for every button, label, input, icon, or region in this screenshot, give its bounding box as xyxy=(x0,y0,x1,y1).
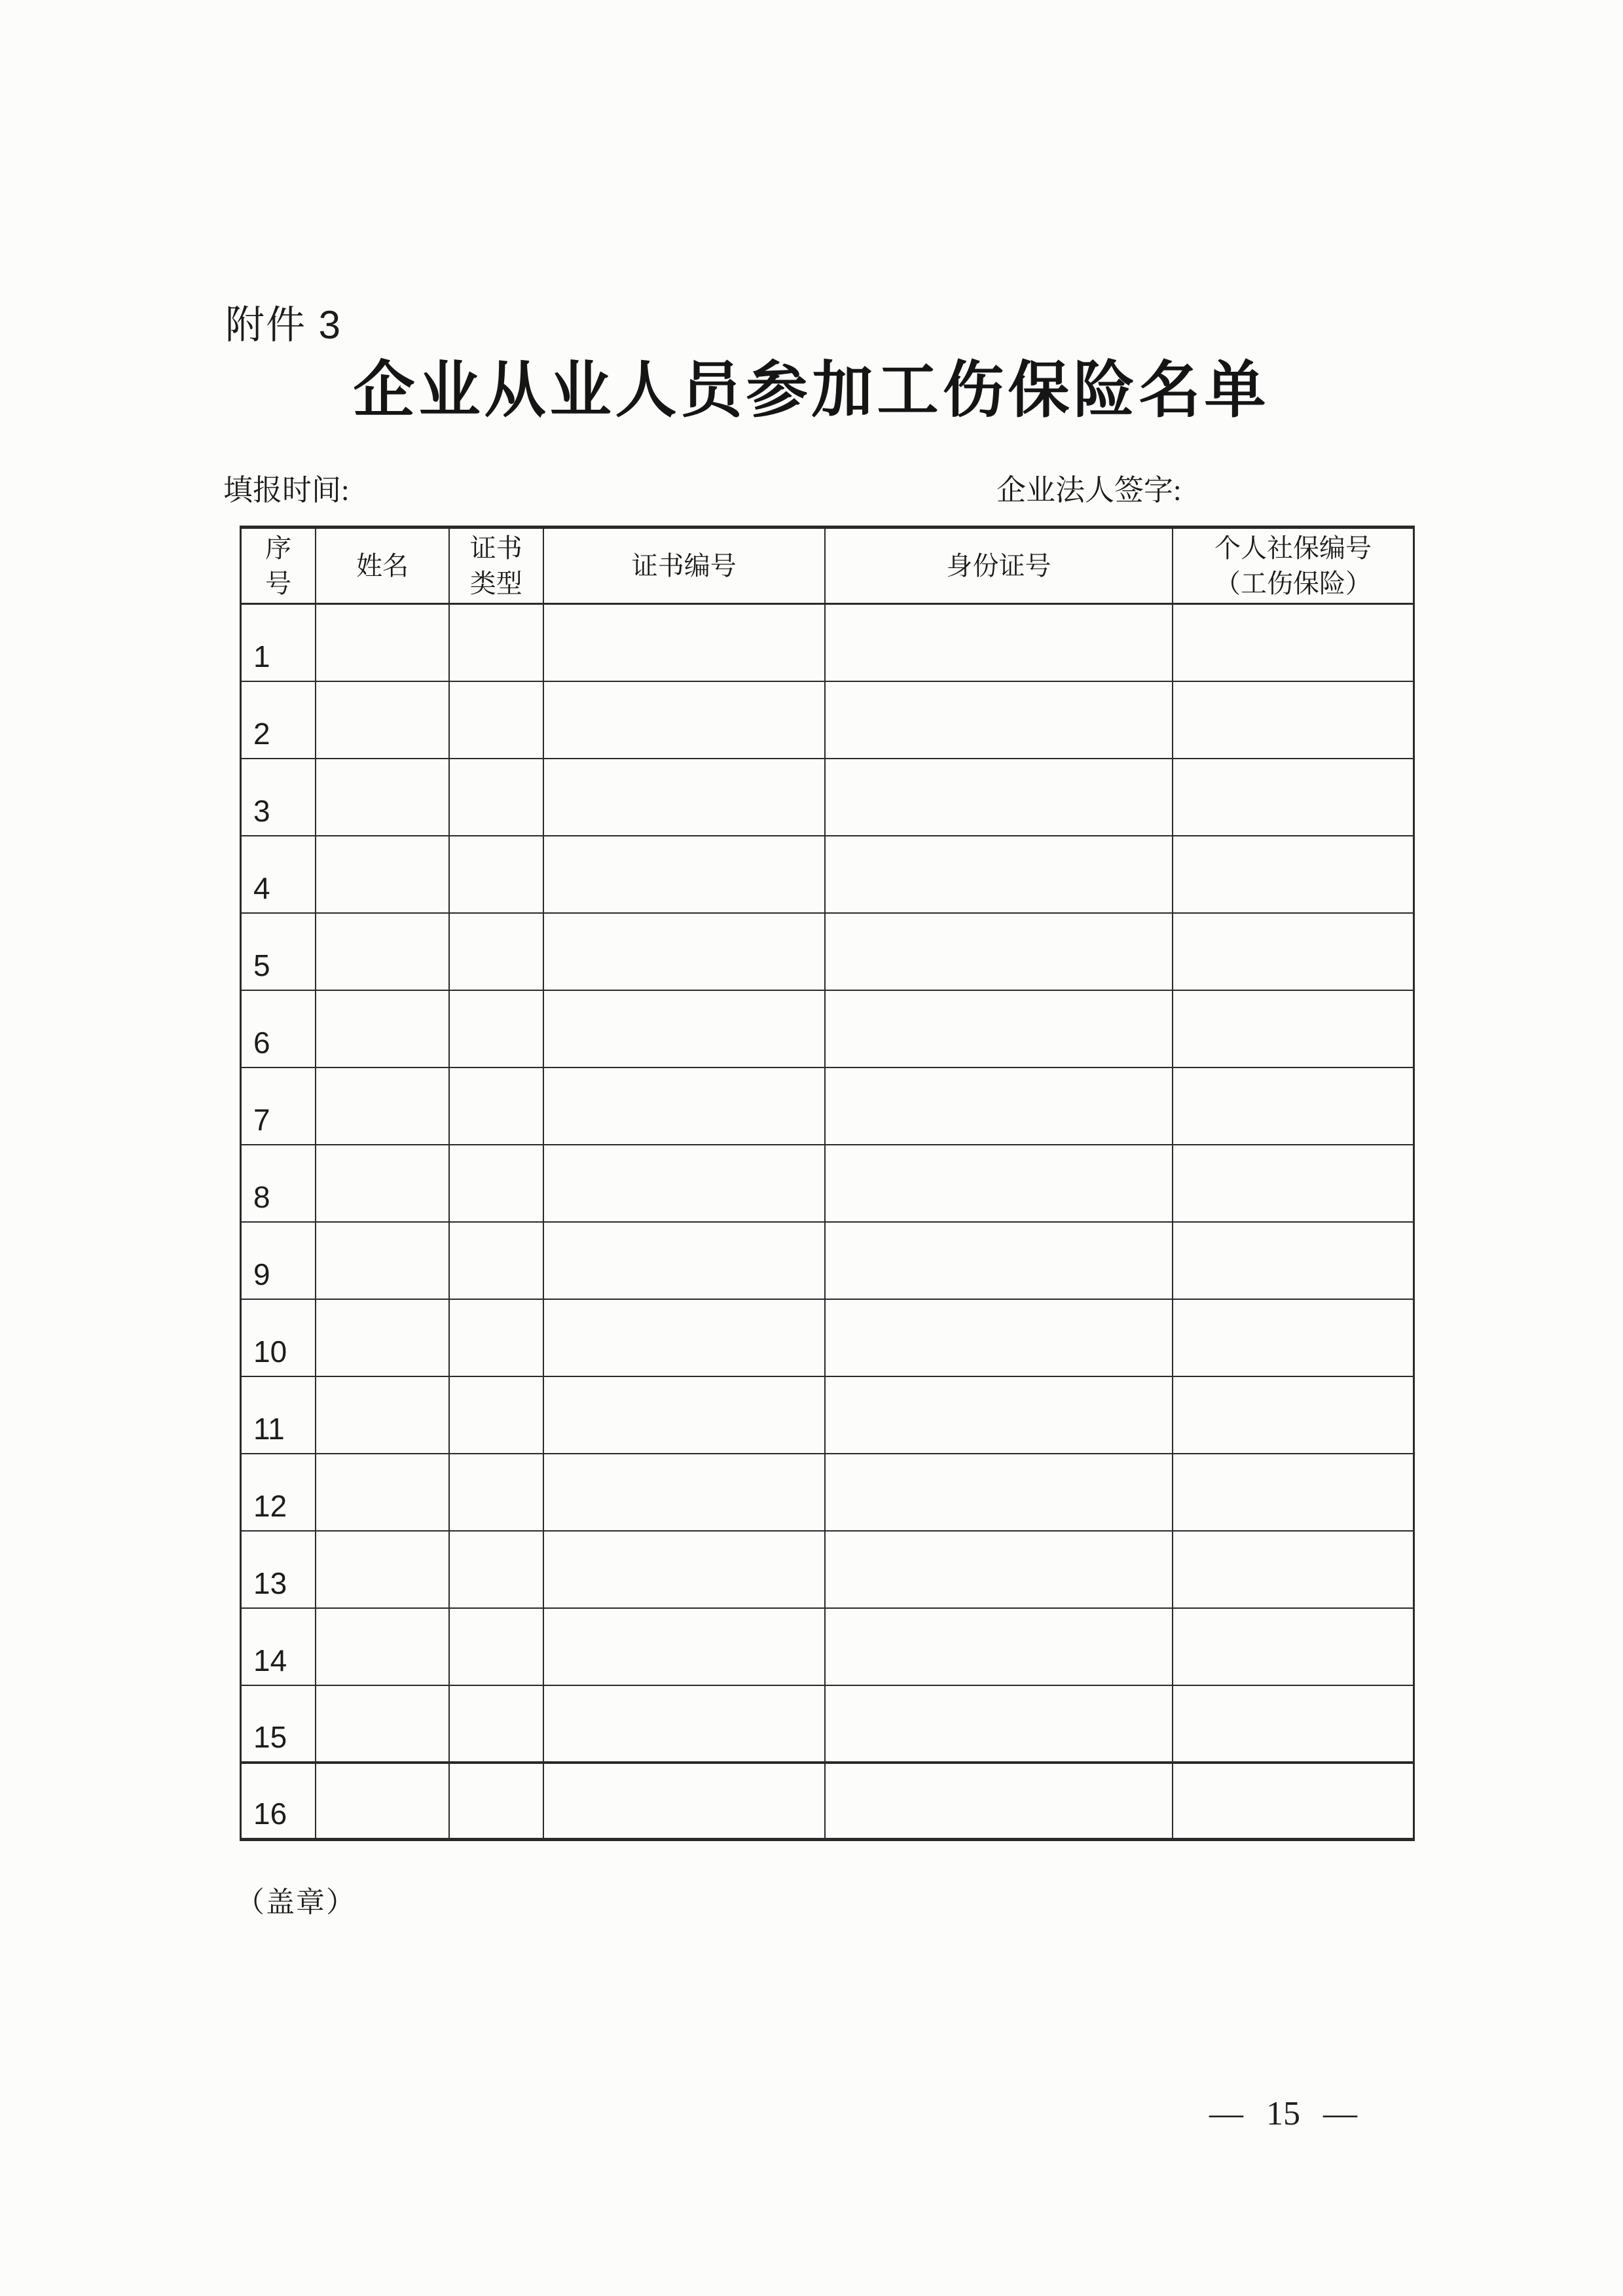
cert-type-cell xyxy=(449,1299,543,1376)
cert-type-cell xyxy=(449,1454,543,1531)
cert-type-cell xyxy=(449,990,543,1067)
page-number-dash-left: — xyxy=(1209,2095,1243,2132)
cert-type-cell xyxy=(449,1763,543,1840)
table-row xyxy=(241,1299,1414,1376)
social-number-cell xyxy=(1173,604,1413,681)
col-header-cert-number xyxy=(543,528,825,604)
table-row xyxy=(241,990,1414,1067)
cert-number-cell xyxy=(543,1531,825,1608)
social-number-cell xyxy=(1173,1145,1413,1222)
cert-number-cell xyxy=(543,913,825,990)
id-number-cell xyxy=(825,759,1173,836)
cert-type-cell xyxy=(449,604,543,681)
cert-type-cell xyxy=(449,1222,543,1299)
cert-number-cell xyxy=(543,1763,825,1840)
id-number-cell xyxy=(825,681,1173,759)
social-number-cell xyxy=(1173,1067,1413,1145)
table-row xyxy=(241,913,1414,990)
social-number-cell xyxy=(1173,1222,1413,1299)
id-number-cell xyxy=(825,913,1173,990)
header-line: 证书编号 xyxy=(631,551,737,581)
cert-number-cell xyxy=(543,990,825,1067)
row-number-cell: 9 xyxy=(241,1222,316,1299)
header-line: 证书 xyxy=(469,533,522,563)
row-number-cell: 8 xyxy=(241,1145,316,1222)
legal-person-signature-label: 企业法人签字: xyxy=(996,474,1182,507)
social-number-cell xyxy=(1173,990,1413,1067)
table-row xyxy=(241,1763,1414,1840)
table-row xyxy=(241,681,1414,759)
cert-number-cell xyxy=(543,1299,825,1376)
row-number-cell: 1 xyxy=(241,604,316,681)
name-cell xyxy=(316,1454,449,1531)
header-line: 号 xyxy=(265,569,292,598)
row-number-cell: 6 xyxy=(241,990,316,1067)
header-line: （工伤保险） xyxy=(1214,569,1372,598)
table-row xyxy=(241,1454,1414,1531)
table-row xyxy=(241,1531,1414,1608)
col-header-id-number xyxy=(825,528,1173,604)
id-number-cell xyxy=(825,1067,1173,1145)
social-number-cell xyxy=(1173,1299,1413,1376)
row-number-cell: 15 xyxy=(241,1685,316,1763)
name-cell xyxy=(316,681,449,759)
table-row xyxy=(241,836,1414,913)
cert-number-cell xyxy=(543,1608,825,1685)
cert-number-cell xyxy=(543,759,825,836)
id-number-cell xyxy=(825,1763,1173,1840)
table-body xyxy=(241,604,1414,1840)
row-number-cell: 16 xyxy=(241,1763,316,1840)
table-header xyxy=(241,528,1414,604)
cert-number-cell xyxy=(543,836,825,913)
name-cell xyxy=(316,836,449,913)
header-line: 类型 xyxy=(469,569,522,598)
cert-number-cell xyxy=(543,1145,825,1222)
name-cell xyxy=(316,604,449,681)
cert-type-cell xyxy=(449,1531,543,1608)
social-number-cell xyxy=(1173,759,1413,836)
cert-type-cell xyxy=(449,913,543,990)
cert-type-cell xyxy=(449,1608,543,1685)
header-row xyxy=(241,528,1414,604)
social-number-cell xyxy=(1173,1376,1413,1454)
social-number-cell xyxy=(1173,1685,1413,1763)
row-number-cell: 4 xyxy=(241,836,316,913)
social-number-cell xyxy=(1173,681,1413,759)
table-row xyxy=(241,1145,1414,1222)
table-row xyxy=(241,759,1414,836)
id-number-cell xyxy=(825,1222,1173,1299)
col-header-serial xyxy=(241,528,316,604)
row-number-cell: 10 xyxy=(241,1299,316,1376)
table-row xyxy=(241,1376,1414,1454)
cert-number-cell xyxy=(543,1067,825,1145)
cert-number-cell xyxy=(543,681,825,759)
cert-number-cell xyxy=(543,604,825,681)
row-number-cell: 13 xyxy=(241,1531,316,1608)
social-number-cell xyxy=(1173,913,1413,990)
cert-type-cell xyxy=(449,836,543,913)
cert-number-cell xyxy=(543,1454,825,1531)
name-cell xyxy=(316,1376,449,1454)
name-cell xyxy=(316,913,449,990)
table-row xyxy=(241,1685,1414,1763)
col-header-social-number xyxy=(1173,528,1413,604)
fill-time-label: 填报时间: xyxy=(223,474,350,507)
seal-label: （盖章） xyxy=(236,1886,356,1918)
table-row xyxy=(241,604,1414,681)
header-line: 序 xyxy=(265,533,292,563)
id-number-cell xyxy=(825,1531,1173,1608)
cert-number-cell xyxy=(543,1685,825,1763)
name-cell xyxy=(316,1608,449,1685)
cert-type-cell xyxy=(449,681,543,759)
social-number-cell xyxy=(1173,836,1413,913)
table-row xyxy=(241,1222,1414,1299)
cert-type-cell xyxy=(449,1685,543,1763)
id-number-cell xyxy=(825,990,1173,1067)
table-row xyxy=(241,1608,1414,1685)
name-cell xyxy=(316,759,449,836)
social-number-cell xyxy=(1173,1531,1413,1608)
social-number-cell xyxy=(1173,1454,1413,1531)
id-number-cell xyxy=(825,1376,1173,1454)
cert-type-cell xyxy=(449,759,543,836)
page-number-dash-right: — xyxy=(1323,2095,1357,2132)
col-header-cert-type xyxy=(449,528,543,604)
id-number-cell xyxy=(825,1145,1173,1222)
page-title: 企业从业人员参加工伤保险名单 xyxy=(353,357,1270,425)
row-number-cell: 5 xyxy=(241,913,316,990)
row-number-cell: 7 xyxy=(241,1067,316,1145)
insurance-roster-table xyxy=(240,526,1415,1841)
social-number-cell xyxy=(1173,1763,1413,1840)
social-number-cell xyxy=(1173,1608,1413,1685)
row-number-cell: 11 xyxy=(241,1376,316,1454)
cert-type-cell xyxy=(449,1376,543,1454)
id-number-cell xyxy=(825,604,1173,681)
cert-number-cell xyxy=(543,1376,825,1454)
name-cell xyxy=(316,1222,449,1299)
header-line: 姓名 xyxy=(356,551,409,581)
id-number-cell xyxy=(825,836,1173,913)
name-cell xyxy=(316,1685,449,1763)
id-number-cell xyxy=(825,1608,1173,1685)
meta-row xyxy=(0,466,1623,507)
cert-type-cell xyxy=(449,1067,543,1145)
id-number-cell xyxy=(825,1454,1173,1531)
name-cell xyxy=(316,1763,449,1840)
name-cell xyxy=(316,1145,449,1222)
page-number-value: 15 xyxy=(1266,2095,1300,2132)
table-row xyxy=(241,1067,1414,1145)
cert-number-cell xyxy=(543,1222,825,1299)
id-number-cell xyxy=(825,1685,1173,1763)
header-line: 身份证号 xyxy=(946,551,1051,581)
row-number-cell: 12 xyxy=(241,1454,316,1531)
name-cell xyxy=(316,990,449,1067)
id-number-cell xyxy=(825,1299,1173,1376)
row-number-cell: 14 xyxy=(241,1608,316,1685)
name-cell xyxy=(316,1067,449,1145)
header-line: 个人社保编号 xyxy=(1214,533,1372,563)
row-number-cell: 3 xyxy=(241,759,316,836)
page-number xyxy=(1139,2094,1427,2133)
name-cell xyxy=(316,1531,449,1608)
name-cell xyxy=(316,1299,449,1376)
col-header-name xyxy=(316,528,449,604)
attachment-label: 附件 3 xyxy=(225,303,342,347)
cert-type-cell xyxy=(449,1145,543,1222)
row-number-cell: 2 xyxy=(241,681,316,759)
